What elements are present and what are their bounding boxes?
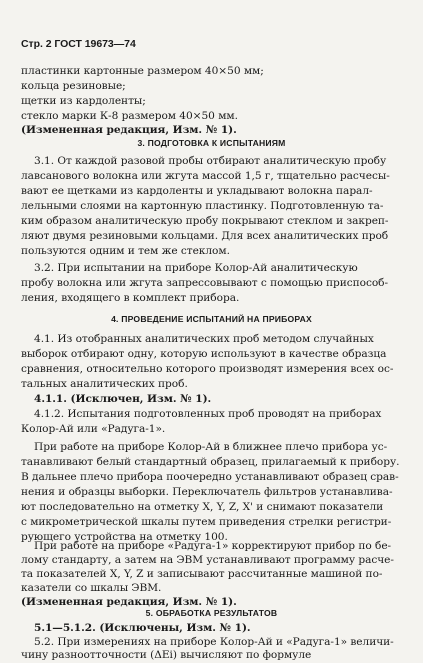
- paragraph-line: При работе на приборе «Радуга-1» корректируют прибор по бе-: [34, 540, 392, 552]
- section-title: 5. ОБРАБОТКА РЕЗУЛЬТАТОВ: [145, 608, 278, 618]
- paragraph-line: тальных аналитических проб.: [21, 378, 188, 390]
- paragraph-line: ления, входящего в комплект прибора.: [21, 292, 240, 304]
- paragraph-line: лому стандарту, а затем на ЭВМ устанавливают программу расче-: [21, 554, 394, 566]
- amendment-note: (Измененная редакция, Изм. № 1).: [21, 596, 237, 608]
- paragraph-line: пользуются одним и тем же стеклом.: [21, 245, 230, 257]
- intro-line: пластинки картонные размером 40×50 мм;: [21, 65, 264, 77]
- paragraph-line: вают ее щетками из кардоленты и укладывают волокна парал-: [21, 185, 373, 197]
- paragraph-line: Колор-Ай или «Радуга-1».: [21, 423, 166, 435]
- paragraph-line: 4.1. Из отобранных аналитических проб методом случайных: [34, 333, 374, 345]
- excluded-note: 4.1.1. (Исключен, Изм. № 1).: [34, 393, 212, 405]
- paragraph-line: В дальнее плечо прибора поочередно устанавливают образец срав-: [21, 471, 399, 483]
- paragraph-line: 3.1. От каждой разовой пробы отбирают аналитическую пробу: [34, 155, 387, 167]
- intro-line: кольца резиновые;: [21, 80, 126, 92]
- paragraph-line: та показателей X, Y, Z и записывают рассчитанные машиной по-: [21, 568, 383, 580]
- paragraph-line: 5.2. При измерениях на приборе Колор-Ай и «Радуга-1» величи-: [34, 636, 394, 648]
- amendment-note: (Измененная редакция, Изм. № 1).: [21, 124, 237, 136]
- paragraph-line: пробу волокна или жгута запрессовывают с помощью приспособ-: [21, 277, 389, 289]
- paragraph-line: с микрометрической шкалы путем приведения стрелки регистри-: [21, 516, 392, 528]
- paragraph-line: казатели со шкалы ЭВМ.: [21, 582, 162, 594]
- paragraph-line: рующего устройства на отметку 100.: [21, 531, 228, 543]
- paragraph-line: ляют двумя резиновыми кольцами. Для всех аналитических проб: [21, 230, 389, 242]
- paragraph-line: танавливают белый стандартный образец, прилагаемый к прибору.: [21, 456, 400, 468]
- intro-line: щетки из кардоленты;: [21, 95, 146, 107]
- paragraph-line: ют последовательно на отметку X, Y, Z, X' и снимают показатели: [21, 501, 384, 513]
- section-title: 4. ПРОВЕДЕНИЕ ИСПЫТАНИЙ НА ПРИБОРАХ: [111, 314, 312, 324]
- paragraph-line: 4.1.2. Испытания подготовленных проб проводят на приборах: [34, 408, 382, 420]
- intro-line: стекло марки К-8 размером 40×50 мм.: [21, 110, 238, 122]
- paragraph-line: 3.2. При испытании на приборе Колор-Ай аналитическую: [34, 262, 358, 274]
- excluded-note: 5.1—5.1.2. (Исключены, Изм. № 1).: [34, 622, 251, 634]
- paragraph-line: лельными слоями на картонную пластинку. Подготовленную та-: [21, 200, 384, 212]
- section-title: 3. ПОДГОТОВКА К ИСПЫТАНИЯМ: [137, 138, 286, 148]
- paragraph-line: ким образом аналитическую пробу покрывают стеклом и закреп-: [21, 215, 389, 227]
- paragraph-line: выборок отбирают одну, которую используют в качестве образца: [21, 348, 387, 360]
- paragraph-line: чину разноотточности (ΔEi) вычисляют по формуле: [21, 649, 312, 661]
- page-header: Стр. 2 ГОСТ 19673—74: [21, 38, 136, 50]
- paragraph-line: При работе на приборе Колор-Ай в ближнее плечо прибора ус-: [34, 441, 388, 453]
- paragraph-line: лавсанового волокна или жгута массой 1,5 г, тщательно расчесы-: [21, 170, 390, 182]
- paragraph-line: нения и образцы выборки. Переключатель фильтров устанавлива-: [21, 486, 393, 498]
- paragraph-line: сравнения, относительно которого производят измерения всех ос-: [21, 363, 394, 375]
